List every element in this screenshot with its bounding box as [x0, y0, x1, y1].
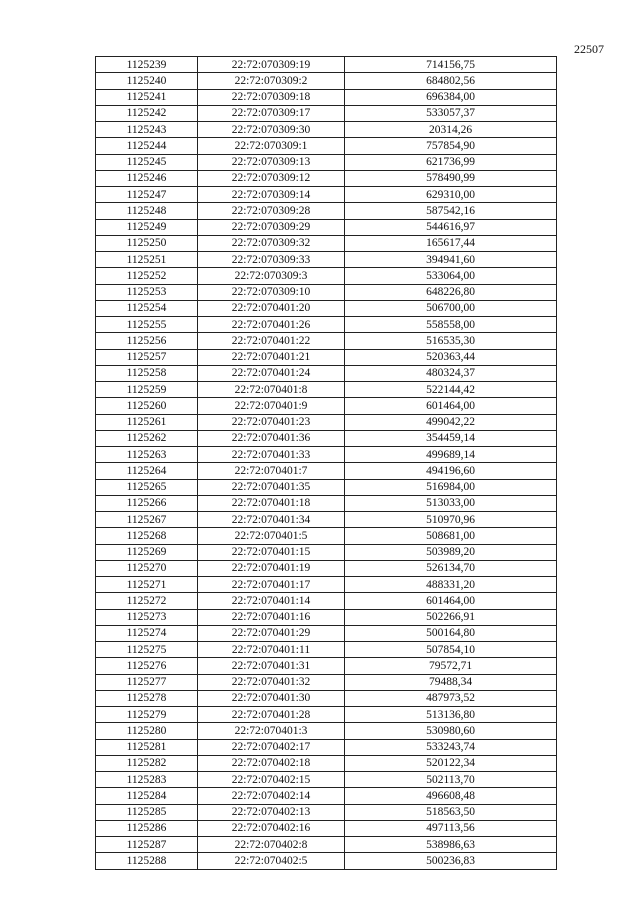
table-row	[96, 365, 557, 381]
row-number-cell: 1125251	[96, 252, 198, 268]
cadastral-number-cell: 22:72:070401:26	[198, 317, 345, 333]
table-row	[96, 739, 557, 755]
table-row	[96, 268, 557, 284]
cadastral-value-cell: 522144,42	[345, 382, 557, 398]
table-row	[96, 187, 557, 203]
row-number-cell: 1125268	[96, 528, 198, 544]
table-row	[96, 73, 557, 89]
row-number-cell: 1125241	[96, 89, 198, 105]
cadastral-number-cell: 22:72:070401:11	[198, 642, 345, 658]
cadastral-value-cell: 587542,16	[345, 203, 557, 219]
cadastral-number-cell: 22:72:070401:32	[198, 674, 345, 690]
cadastral-number-cell: 22:72:070401:22	[198, 333, 345, 349]
table-row	[96, 495, 557, 511]
cadastral-number-cell: 22:72:070401:14	[198, 593, 345, 609]
cadastral-number-cell: 22:72:070401:30	[198, 690, 345, 706]
table-row	[96, 755, 557, 771]
cadastral-value-cell: 601464,00	[345, 593, 557, 609]
row-number-cell: 1125254	[96, 300, 198, 316]
table-row	[96, 528, 557, 544]
cadastral-value-cell: 526134,70	[345, 560, 557, 576]
cadastral-value-cell: 503989,20	[345, 544, 557, 560]
cadastral-number-cell: 22:72:070309:18	[198, 89, 345, 105]
table-body	[96, 57, 557, 870]
cadastral-number-cell: 22:72:070401:35	[198, 479, 345, 495]
cadastral-number-cell: 22:72:070401:8	[198, 382, 345, 398]
cadastral-number-cell: 22:72:070309:3	[198, 268, 345, 284]
cadastral-number-cell: 22:72:070401:21	[198, 349, 345, 365]
row-number-cell: 1125262	[96, 430, 198, 446]
cadastral-value-cell: 500236,83	[345, 853, 557, 869]
cadastral-value-cell: 499042,22	[345, 414, 557, 430]
cadastral-value-cell: 684802,56	[345, 73, 557, 89]
cadastral-value-cell: 79572,71	[345, 658, 557, 674]
cadastral-value-cell: 648226,80	[345, 284, 557, 300]
table-row	[96, 138, 557, 154]
table-row	[96, 642, 557, 658]
cadastral-number-cell: 22:72:070309:14	[198, 187, 345, 203]
table-row	[96, 820, 557, 836]
cadastral-number-cell: 22:72:070402:18	[198, 755, 345, 771]
row-number-cell: 1125267	[96, 512, 198, 528]
cadastral-value-cell: 533064,00	[345, 268, 557, 284]
table-row	[96, 398, 557, 414]
row-number-cell: 1125277	[96, 674, 198, 690]
cadastral-value-cell: 520363,44	[345, 349, 557, 365]
row-number-cell: 1125288	[96, 853, 198, 869]
table-row	[96, 349, 557, 365]
cadastral-number-cell: 22:72:070401:29	[198, 625, 345, 641]
cadastral-value-cell: 510970,96	[345, 512, 557, 528]
row-number-cell: 1125283	[96, 772, 198, 788]
cadastral-value-cell: 20314,26	[345, 122, 557, 138]
cadastral-number-cell: 22:72:070401:3	[198, 723, 345, 739]
row-number-cell: 1125272	[96, 593, 198, 609]
cadastral-value-cell: 487973,52	[345, 690, 557, 706]
row-number-cell: 1125270	[96, 560, 198, 576]
cadastral-number-cell: 22:72:070401:33	[198, 447, 345, 463]
table-row	[96, 723, 557, 739]
table-row	[96, 853, 557, 869]
cadastral-value-cell: 544616,97	[345, 219, 557, 235]
cadastral-number-cell: 22:72:070401:17	[198, 577, 345, 593]
cadastral-number-cell: 22:72:070401:31	[198, 658, 345, 674]
row-number-cell: 1125259	[96, 382, 198, 398]
cadastral-number-cell: 22:72:070401:18	[198, 495, 345, 511]
row-number-cell: 1125265	[96, 479, 198, 495]
cadastral-number-cell: 22:72:070309:19	[198, 57, 345, 73]
row-number-cell: 1125279	[96, 707, 198, 723]
table-row	[96, 690, 557, 706]
cadastral-number-cell: 22:72:070309:12	[198, 170, 345, 186]
row-number-cell: 1125266	[96, 495, 198, 511]
row-number-cell: 1125287	[96, 837, 198, 853]
cadastral-value-cell: 480324,37	[345, 365, 557, 381]
row-number-cell: 1125286	[96, 820, 198, 836]
cadastral-value-cell: 502266,91	[345, 609, 557, 625]
cadastral-value-cell: 502113,70	[345, 772, 557, 788]
table-row	[96, 219, 557, 235]
row-number-cell: 1125282	[96, 755, 198, 771]
cadastral-value-cell: 516984,00	[345, 479, 557, 495]
table-row	[96, 625, 557, 641]
cadastral-value-cell: 533057,37	[345, 105, 557, 121]
table-row	[96, 837, 557, 853]
table-row	[96, 317, 557, 333]
cadastral-value-cell: 513033,00	[345, 495, 557, 511]
cadastral-value-cell: 538986,63	[345, 837, 557, 853]
page-number: 22507	[574, 42, 604, 56]
row-number-cell: 1125275	[96, 642, 198, 658]
table-row	[96, 333, 557, 349]
cadastral-number-cell: 22:72:070401:20	[198, 300, 345, 316]
cadastral-number-cell: 22:72:070401:24	[198, 365, 345, 381]
row-number-cell: 1125274	[96, 625, 198, 641]
cadastral-value-cell: 621736,99	[345, 154, 557, 170]
cadastral-value-cell: 513136,80	[345, 707, 557, 723]
table-row	[96, 57, 557, 73]
table-row	[96, 414, 557, 430]
cadastral-number-cell: 22:72:070401:9	[198, 398, 345, 414]
row-number-cell: 1125263	[96, 447, 198, 463]
cadastral-value-cell: 79488,34	[345, 674, 557, 690]
row-number-cell: 1125249	[96, 219, 198, 235]
row-number-cell: 1125271	[96, 577, 198, 593]
cadastral-value-cell: 530980,60	[345, 723, 557, 739]
table-row	[96, 658, 557, 674]
cadastral-value-cell: 354459,14	[345, 430, 557, 446]
cadastral-value-cell: 533243,74	[345, 739, 557, 755]
table-row	[96, 105, 557, 121]
table-row	[96, 89, 557, 105]
table-row	[96, 447, 557, 463]
row-number-cell: 1125278	[96, 690, 198, 706]
cadastral-number-cell: 22:72:070402:17	[198, 739, 345, 755]
row-number-cell: 1125244	[96, 138, 198, 154]
cadastral-value-cell: 757854,90	[345, 138, 557, 154]
cadastral-number-cell: 22:72:070309:13	[198, 154, 345, 170]
cadastral-number-cell: 22:72:070401:5	[198, 528, 345, 544]
cadastral-number-cell: 22:72:070309:33	[198, 252, 345, 268]
cadastral-value-cell: 496608,48	[345, 788, 557, 804]
table-row	[96, 170, 557, 186]
row-number-cell: 1125246	[96, 170, 198, 186]
row-number-cell: 1125260	[96, 398, 198, 414]
table-row	[96, 252, 557, 268]
cadastral-number-cell: 22:72:070309:2	[198, 73, 345, 89]
row-number-cell: 1125276	[96, 658, 198, 674]
table-row	[96, 772, 557, 788]
row-number-cell: 1125269	[96, 544, 198, 560]
cadastral-value-cell: 499689,14	[345, 447, 557, 463]
cadastral-number-cell: 22:72:070402:15	[198, 772, 345, 788]
table-row	[96, 284, 557, 300]
row-number-cell: 1125240	[96, 73, 198, 89]
row-number-cell: 1125239	[96, 57, 198, 73]
row-number-cell: 1125264	[96, 463, 198, 479]
cadastral-value-cell: 714156,75	[345, 57, 557, 73]
row-number-cell: 1125256	[96, 333, 198, 349]
cadastral-number-cell: 22:72:070402:14	[198, 788, 345, 804]
cadastral-number-cell: 22:72:070309:30	[198, 122, 345, 138]
cadastral-value-cell: 506700,00	[345, 300, 557, 316]
cadastral-value-cell: 507854,10	[345, 642, 557, 658]
row-number-cell: 1125273	[96, 609, 198, 625]
cadastral-value-cell: 578490,99	[345, 170, 557, 186]
cadastral-value-cell: 394941,60	[345, 252, 557, 268]
table-row	[96, 544, 557, 560]
cadastral-value-cell: 696384,00	[345, 89, 557, 105]
row-number-cell: 1125255	[96, 317, 198, 333]
row-number-cell: 1125285	[96, 804, 198, 820]
row-number-cell: 1125261	[96, 414, 198, 430]
cadastral-number-cell: 22:72:070401:16	[198, 609, 345, 625]
table-row	[96, 463, 557, 479]
row-number-cell: 1125243	[96, 122, 198, 138]
table-row	[96, 382, 557, 398]
table-row	[96, 560, 557, 576]
row-number-cell: 1125280	[96, 723, 198, 739]
table-row	[96, 235, 557, 251]
row-number-cell: 1125253	[96, 284, 198, 300]
table-row	[96, 430, 557, 446]
row-number-cell: 1125252	[96, 268, 198, 284]
cadastral-number-cell: 22:72:070401:28	[198, 707, 345, 723]
cadastral-number-cell: 22:72:070401:7	[198, 463, 345, 479]
cadastral-value-cell: 497113,56	[345, 820, 557, 836]
cadastral-number-cell: 22:72:070401:36	[198, 430, 345, 446]
table-row	[96, 788, 557, 804]
row-number-cell: 1125281	[96, 739, 198, 755]
row-number-cell: 1125257	[96, 349, 198, 365]
cadastral-number-cell: 22:72:070309:32	[198, 235, 345, 251]
table-row	[96, 707, 557, 723]
row-number-cell: 1125258	[96, 365, 198, 381]
cadastral-number-cell: 22:72:070401:34	[198, 512, 345, 528]
table-row	[96, 122, 557, 138]
cadastral-number-cell: 22:72:070401:19	[198, 560, 345, 576]
table-row	[96, 203, 557, 219]
cadastral-number-cell: 22:72:070402:8	[198, 837, 345, 853]
table-row	[96, 479, 557, 495]
cadastral-value-cell: 558558,00	[345, 317, 557, 333]
row-number-cell: 1125284	[96, 788, 198, 804]
cadastral-number-cell: 22:72:070309:29	[198, 219, 345, 235]
cadastral-value-cell: 629310,00	[345, 187, 557, 203]
table-row	[96, 609, 557, 625]
row-number-cell: 1125242	[96, 105, 198, 121]
cadastral-value-cell: 488331,20	[345, 577, 557, 593]
cadastral-value-table	[95, 56, 557, 870]
cadastral-value-cell: 508681,00	[345, 528, 557, 544]
cadastral-number-cell: 22:72:070309:17	[198, 105, 345, 121]
table-row	[96, 804, 557, 820]
row-number-cell: 1125247	[96, 187, 198, 203]
table-row	[96, 512, 557, 528]
cadastral-number-cell: 22:72:070402:13	[198, 804, 345, 820]
cadastral-value-cell: 520122,34	[345, 755, 557, 771]
cadastral-number-cell: 22:72:070309:1	[198, 138, 345, 154]
cadastral-number-cell: 22:72:070401:15	[198, 544, 345, 560]
cadastral-number-cell: 22:72:070402:5	[198, 853, 345, 869]
table-row	[96, 577, 557, 593]
table-row	[96, 300, 557, 316]
table-row	[96, 674, 557, 690]
cadastral-number-cell: 22:72:070401:23	[198, 414, 345, 430]
cadastral-value-cell: 516535,30	[345, 333, 557, 349]
cadastral-value-cell: 494196,60	[345, 463, 557, 479]
row-number-cell: 1125245	[96, 154, 198, 170]
cadastral-value-cell: 165617,44	[345, 235, 557, 251]
row-number-cell: 1125250	[96, 235, 198, 251]
cadastral-number-cell: 22:72:070309:10	[198, 284, 345, 300]
table-row	[96, 154, 557, 170]
cadastral-value-cell: 601464,00	[345, 398, 557, 414]
cadastral-value-cell: 500164,80	[345, 625, 557, 641]
table-row	[96, 593, 557, 609]
cadastral-value-cell: 518563,50	[345, 804, 557, 820]
cadastral-number-cell: 22:72:070402:16	[198, 820, 345, 836]
cadastral-number-cell: 22:72:070309:28	[198, 203, 345, 219]
row-number-cell: 1125248	[96, 203, 198, 219]
